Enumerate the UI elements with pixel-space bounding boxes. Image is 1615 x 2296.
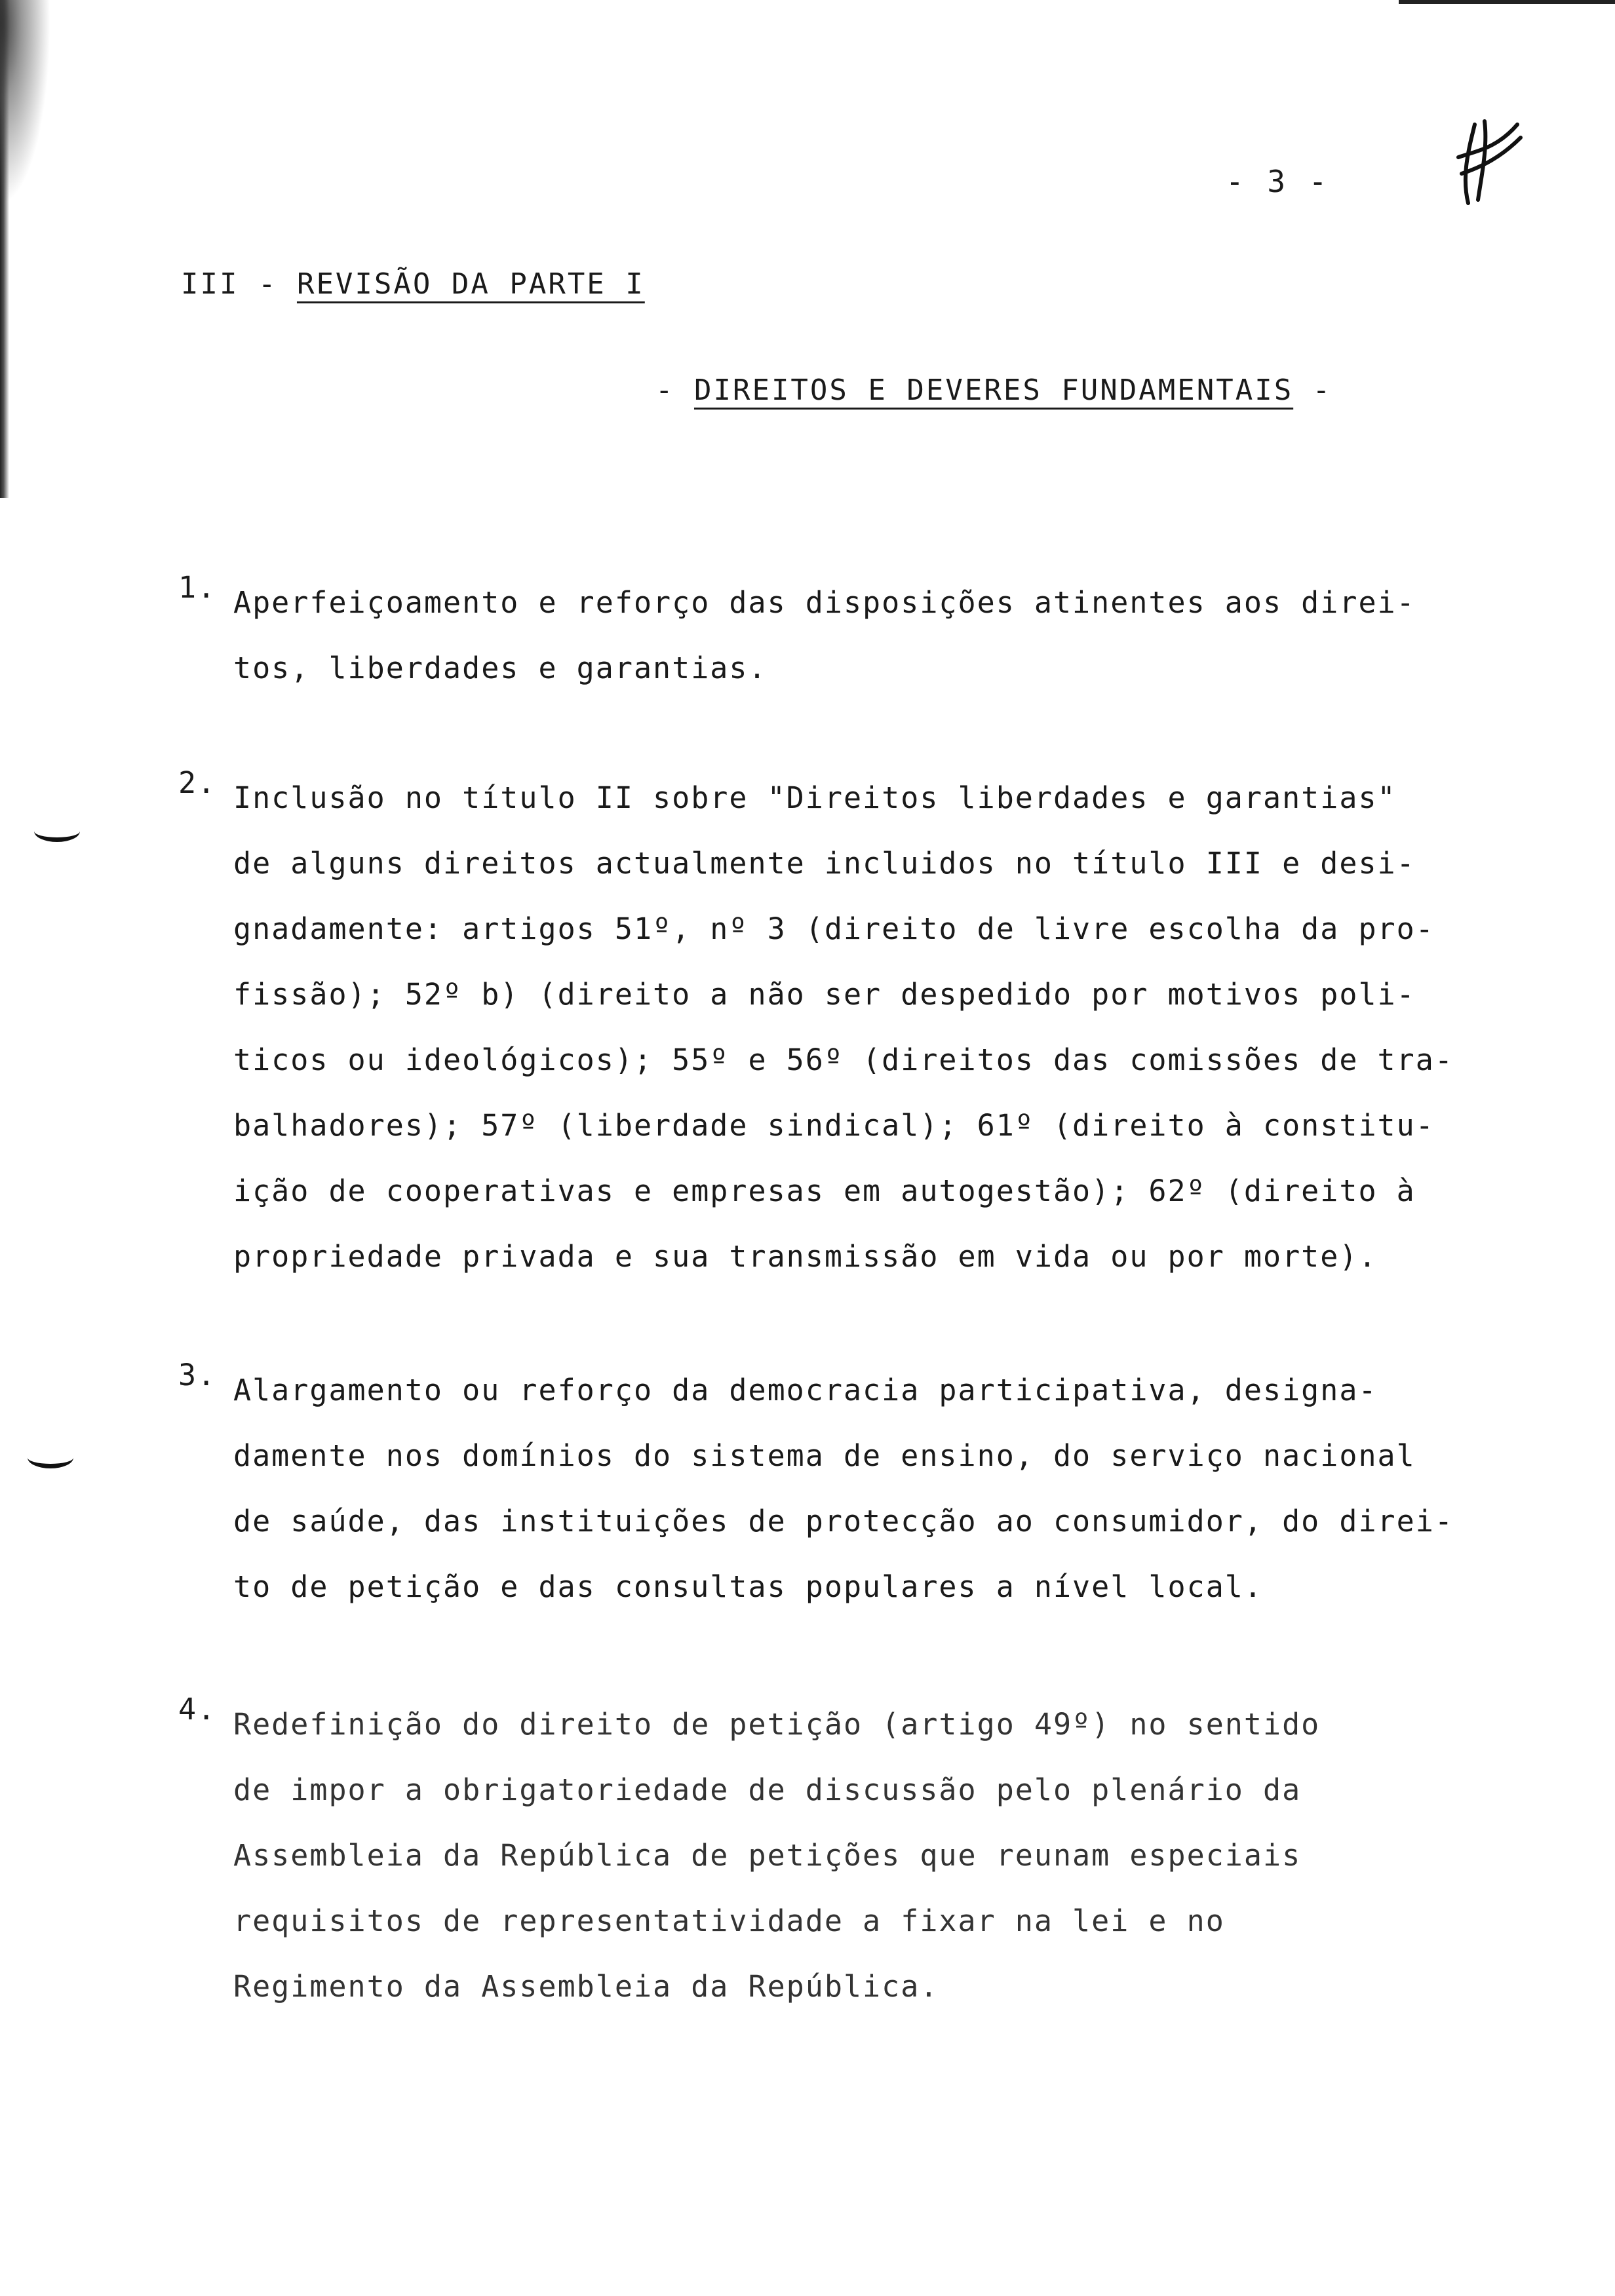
list-item-line: Redefinição do direito de petição (artigo 49º) no sentido <box>233 1707 1321 1742</box>
list-item-line: Inclusão no título II sobre "Direitos liberdades e garantias" <box>233 780 1397 815</box>
list-item <box>178 1692 1502 2019</box>
list-item <box>178 570 1502 701</box>
list-item-line: fissão); 52º b) (direito a não ser despedido por motivos poli- <box>233 977 1416 1012</box>
section-heading <box>181 267 645 301</box>
list-item-line: Aperfeiçoamento e reforço das disposições atinentes aos direi- <box>233 585 1416 620</box>
list-item-line: propriedade privada e sua transmissão em vida ou por morte). <box>233 1239 1378 1274</box>
list-item <box>178 765 1502 1290</box>
section-title: REVISÃO DA PARTE I <box>296 267 645 301</box>
list-item-line: damente nos domínios do sistema de ensino, do serviço nacional <box>233 1438 1416 1473</box>
list-item-number: 4. <box>178 1692 217 1727</box>
section-number: III - <box>181 267 297 301</box>
subheading-suffix: - <box>1293 373 1333 407</box>
list-item-line: Regimento da Assembleia da República. <box>233 1969 939 2004</box>
list-item-line: requisitos de representatividade a fixar na lei e no <box>233 1904 1225 1938</box>
list-item-line: to de petição e das consultas populares a nível local. <box>233 1569 1263 1604</box>
list-item <box>178 1358 1502 1620</box>
list-item-number: 1. <box>178 570 217 605</box>
list-item-line: Alargamento ou reforço da democracia participativa, designa- <box>233 1373 1378 1407</box>
subheading-title: DIREITOS E DEVERES FUNDAMENTAIS <box>693 373 1294 407</box>
list-item-line: de saúde, das instituições de protecção ao consumidor, do direi- <box>233 1504 1454 1539</box>
list-item-line: ição de cooperativas e empresas em autogestão); 62º (direito à <box>233 1174 1416 1208</box>
list-item-line: ticos ou ideológicos); 55º e 56º (direitos das comissões de tra- <box>233 1043 1454 1077</box>
list-item-line: de impor a obrigatoriedade de discussão pelo plenário da <box>233 1772 1302 1807</box>
page-number: - 3 - <box>1226 164 1330 199</box>
handwritten-initials <box>1449 111 1534 210</box>
list-item-line: balhadores); 57º (liberdade sindical); 61º (direito à constitu- <box>233 1108 1435 1143</box>
list-item-line: tos, liberdades e garantias. <box>233 651 768 685</box>
subheading <box>655 373 1332 407</box>
punch-hole-mark <box>34 820 80 842</box>
list-item-line: de alguns direitos actualmente incluidos no título III e desi- <box>233 846 1416 881</box>
subheading-prefix: - <box>655 373 694 407</box>
list-item-number: 3. <box>178 1358 217 1392</box>
list-item-line: gnadamente: artigos 51º, nº 3 (direito de livre escolha da pro- <box>233 911 1435 946</box>
scan-corner-smudge <box>0 0 59 236</box>
list-item-number: 2. <box>178 765 217 800</box>
punch-hole-mark <box>28 1447 73 1468</box>
list-item-line: Assembleia da República de petições que reunam especiais <box>233 1838 1302 1873</box>
scan-top-rule <box>1399 0 1615 4</box>
